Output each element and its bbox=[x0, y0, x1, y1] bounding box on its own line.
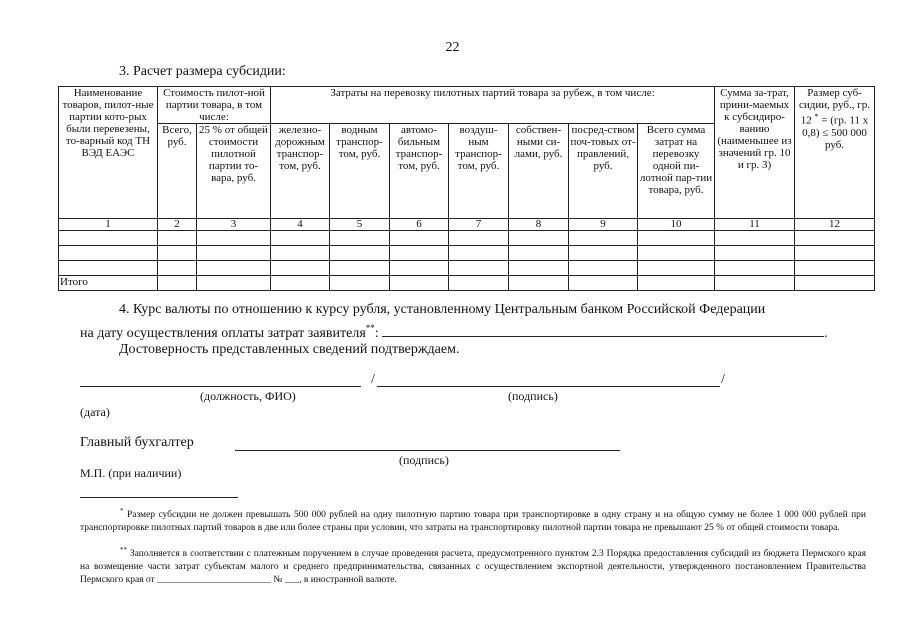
signature-field[interactable] bbox=[377, 386, 720, 387]
footnote-2: ** Заполняется в соответствии с платежным поручением в случае проведения расчета, предусмотренного пунктом 2.3 Порядка предоставления субсидий из бюджета Пермского края на возмещение части затрат субъектам малого и среднего предпринимательства, связанных с осуществлением экспортной деятельности, утвержденного постановлением Правительства Пермского края от ________________________ № ___, в иностранной валюте. bbox=[80, 546, 866, 585]
section-4-line-1: 4. Курс валюты по отношению к курсу рубля, установленному Центральным банком Российской Федерации bbox=[119, 302, 766, 317]
header-sum-claimed: Сумма за-трат, прини-маемых к субсидиро-ванию (наименьшее из значений гр. 10 и гр. 3) bbox=[715, 87, 795, 219]
table-row bbox=[59, 246, 875, 261]
stamp-place: М.П. (при наличии) bbox=[80, 466, 182, 480]
header-product-name: Наименование товаров, пилот-ные партии кото-рых были перевезены, то-варный код ТН ВЭД ЕАЭС bbox=[59, 87, 158, 219]
col-num-9: 9 bbox=[569, 219, 638, 231]
page-number: 22 bbox=[445, 40, 460, 55]
col-num-8: 8 bbox=[509, 219, 569, 231]
exchange-rate-field[interactable] bbox=[382, 336, 824, 337]
col-num-10: 10 bbox=[638, 219, 715, 231]
slash-separator: / bbox=[371, 372, 375, 387]
footnote-1: * Размер субсидии не должен превышать 500 000 рублей на одну пилотную партию товара при транспортировке в одну страну и на общую сумму не более 1 000 000 рублей при транспортировке пилотных партий товаров в две или более страны при условии, что затраты на транспортировку пилотной партии товара не превышают 25 % от общей стоимости товара. bbox=[80, 507, 867, 533]
col-num-1: 1 bbox=[59, 219, 158, 231]
header-cost-group: Стоимость пилот-ной партии товара, в том числе: bbox=[158, 87, 271, 124]
header-subsidy-footnote-mark: * bbox=[814, 112, 819, 121]
header-row-1 bbox=[59, 87, 875, 124]
header-subsidy-formula: = (гр. 11 x 0,8) ≤ 500 000 руб. bbox=[802, 114, 869, 151]
header-subsidy-label: Размер суб-сидии, руб., гр. 12 bbox=[799, 87, 870, 127]
subsidy-calculation-table bbox=[58, 86, 875, 291]
col-num-11: 11 bbox=[715, 219, 795, 231]
header-rail: железно-дорожным транспор-том, руб. bbox=[271, 124, 330, 219]
footnote-divider bbox=[80, 497, 238, 498]
header-transport-group: Затраты на перевозку пилотных партий товара за рубеж, в том числе: bbox=[271, 87, 715, 124]
header-air: воздуш-ным транспор-том, руб. bbox=[449, 124, 509, 219]
col-num-2: 2 bbox=[158, 219, 197, 231]
header-subsidy-amount bbox=[795, 87, 875, 219]
col-num-3: 3 bbox=[197, 219, 271, 231]
chief-accountant-label: Главный бухгалтер bbox=[80, 435, 194, 450]
col-num-6: 6 bbox=[390, 219, 449, 231]
column-number-row bbox=[59, 219, 875, 231]
slash-separator: / bbox=[721, 372, 725, 387]
confirmation-text: Достоверность представленных сведений подтверждаем. bbox=[119, 342, 460, 357]
caption-date: (дата) bbox=[80, 405, 110, 419]
col-num-5: 5 bbox=[330, 219, 390, 231]
caption-position: (должность, ФИО) bbox=[200, 389, 296, 403]
header-postal: посред-ством поч-товых от-правлений, руб. bbox=[569, 124, 638, 219]
col-num-12: 12 bbox=[795, 219, 875, 231]
header-auto: автомо-бильным транспор-том, руб. bbox=[390, 124, 449, 219]
col-num-4: 4 bbox=[271, 219, 330, 231]
total-row bbox=[59, 276, 875, 291]
table-row bbox=[59, 261, 875, 276]
header-total-transport: Всего сумма затрат на перевозку одной пи-лотной пар-тии товара, руб. bbox=[638, 124, 715, 219]
caption-signature: (подпись) bbox=[508, 389, 558, 403]
header-cost-total: Всего, руб. bbox=[158, 124, 197, 219]
table-row bbox=[59, 231, 875, 246]
section-4-date-label: на дату осуществления оплаты затрат заявителя bbox=[80, 326, 366, 341]
position-name-field[interactable] bbox=[80, 386, 361, 387]
header-water: водным транспор-том, руб. bbox=[330, 124, 390, 219]
col-num-7: 7 bbox=[449, 219, 509, 231]
total-label: Итого bbox=[59, 276, 158, 291]
caption-signature-2: (подпись) bbox=[399, 453, 449, 467]
accountant-signature-field[interactable] bbox=[235, 450, 620, 451]
section-4-footnote-mark: ** bbox=[365, 323, 375, 333]
section-3-title: 3. Расчет размера субсидии: bbox=[119, 64, 286, 79]
section-4-line-2: на дату осуществления оплаты затрат заявителя**: . bbox=[80, 323, 828, 341]
header-cost-25-percent: 25 % от общей стоимости пилотной партии то-вара, руб. bbox=[197, 124, 271, 219]
header-own-means: собствен-ными си-лами, руб. bbox=[509, 124, 569, 219]
